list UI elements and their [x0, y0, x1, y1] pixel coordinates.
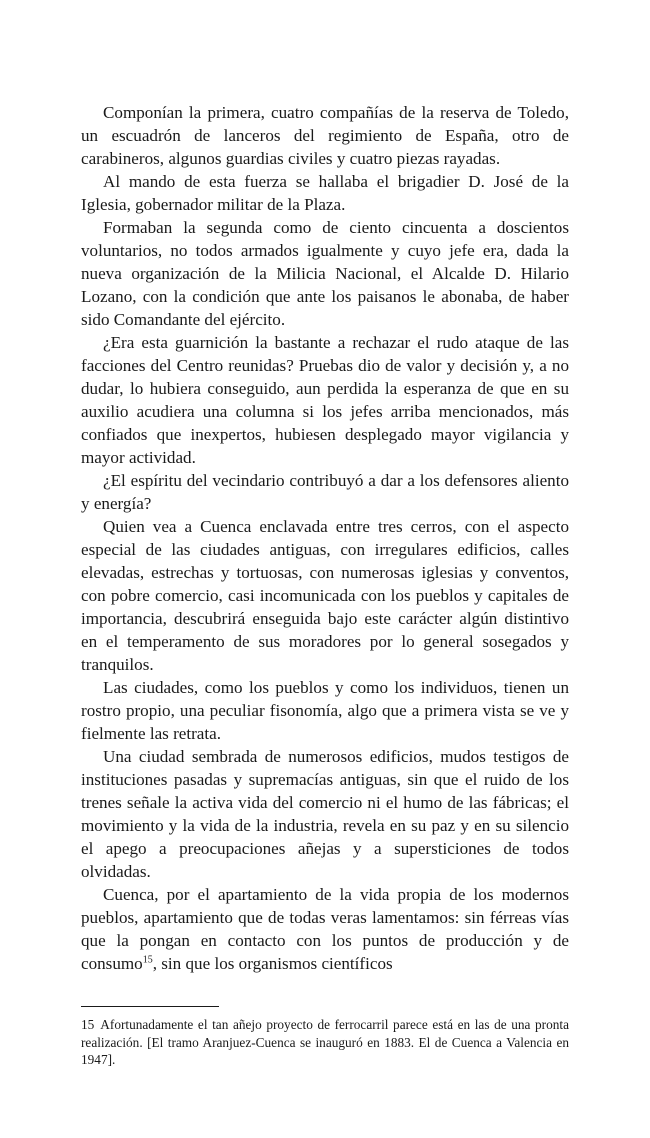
footnote-text: Afortunadamente el tan añejo proyecto de ferrocarril parece está en las de una pronta realización. [El tramo Aranjuez-Cuenca se inauguró en 1883. El de Cuenca a Valencia en 1947]. — [81, 1017, 569, 1067]
paragraph-9-text-before: Cuenca, por el apartamiento de la vida propia de los modernos pueblos, apartamiento que de todas veras lamentamos: sin férreas vías que la pongan en contacto con los puntos de producción y de consumo — [81, 885, 569, 973]
page-content — [81, 101, 569, 975]
paragraph-9-text-after: , sin que los organismos científicos — [152, 954, 393, 973]
paragraph-8: Una ciudad sembrada de numerosos edificios, mudos testigos de instituciones pasadas y supremacías antiguas, sin que el ruido de los trenes señale la activa vida del comercio ni el humo de las fábricas; el movimiento y la vida de la industria, revela en su paz y en su silencio el apego a preocupaciones añejas y a supersticiones de todos olvidadas. — [81, 747, 569, 881]
paragraph-1: Componían la primera, cuatro compañías de la reserva de Toledo, un escuadrón de lanceros del regimiento de España, otro de carabineros, algunos guardias civiles y cuatro piezas rayadas. — [81, 103, 569, 168]
paragraph-3: Formaban la segunda como de ciento cincuenta a doscientos voluntarios, no todos armados igualmente y cuyo jefe era, dada la nueva organización de la Milicia Nacional, el Alcalde D. Hilario Lozano, con la condición que ante los paisanos le abonaba, de haber sido Comandante del ejército. — [81, 218, 569, 329]
body-text — [81, 101, 569, 975]
footnote-reference: 15 — [142, 954, 153, 966]
paragraph-6: Quien vea a Cuenca enclavada entre tres cerros, con el aspecto especial de las ciudades antiguas, con irregulares edificios, calles elevadas, estrechas y tortuosas, con numerosas iglesias y conventos, con pobre comercio, casi incomunicada con los pueblos y capitales de importancia, descubrirá enseguida bajo este carácter algún distintivo en el temperamento de sus moradores por lo general sosegados y tranquilos. — [81, 517, 569, 674]
paragraph-2: Al mando de esta fuerza se hallaba el brigadier D. José de la Iglesia, gobernador militar de la Plaza. — [81, 172, 569, 214]
paragraph-7: Las ciudades, como los pueblos y como los individuos, tienen un rostro propio, una peculiar fisonomía, algo que a primera vista se ve y fielmente las retrata. — [81, 678, 569, 743]
footnote-number: 15 — [81, 1017, 95, 1032]
paragraph-9 — [81, 883, 569, 975]
footnote — [81, 1016, 569, 1069]
paragraph-5: ¿El espíritu del vecindario contribuyó a dar a los defensores aliento y energía? — [81, 471, 569, 513]
footnote-separator — [81, 1006, 219, 1007]
paragraph-4: ¿Era esta guarnición la bastante a rechazar el rudo ataque de las facciones del Centro reunidas? Pruebas dio de valor y decisión y, a no dudar, lo hubiera conseguido, aun perdida la esperanza de que en su auxilio acudiera una columna si los jefes arriba mencionados, más confiados que inexpertos, hubiesen desplegado mayor vigilancia y mayor actividad. — [81, 333, 569, 467]
